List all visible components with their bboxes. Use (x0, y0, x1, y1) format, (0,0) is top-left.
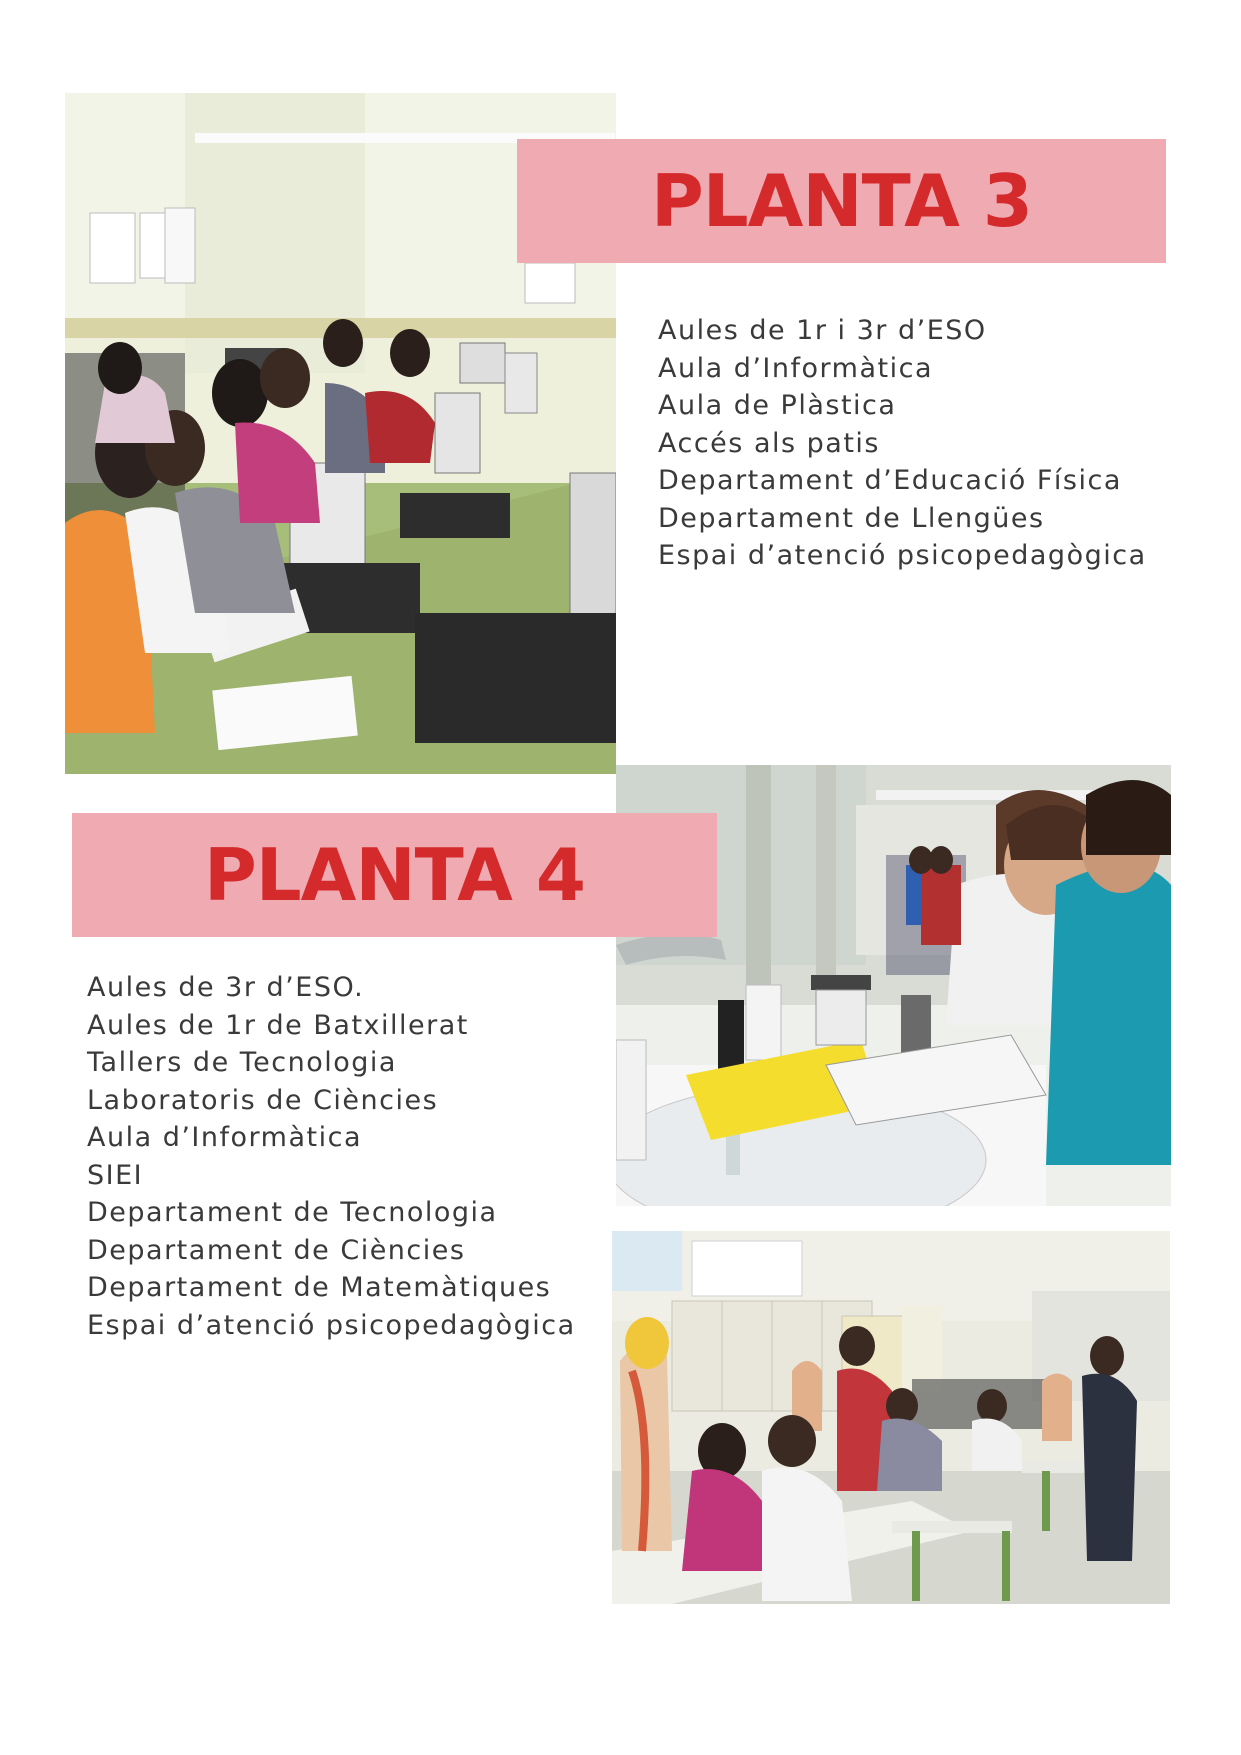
floor4-item: Laboratoris de Ciències (87, 1084, 439, 1116)
floor4-item: Departament de Tecnologia (87, 1197, 498, 1228)
floor4-item: SIEI (87, 1159, 144, 1191)
floor3-list (658, 312, 1147, 575)
science-lab-photo (612, 1231, 1170, 1604)
floor4-title: PLANTA 4 (203, 833, 586, 917)
floor4-item: Aula d’Informàtica (87, 1122, 362, 1153)
floor4-list (87, 969, 576, 1344)
floor3-item: Departament d’Educació Física (658, 465, 1122, 496)
floor3-item: Aula de Plàstica (658, 390, 897, 421)
floor4-item: Departament de Matemàtiques (87, 1272, 552, 1303)
floor4-item: Espai d’atenció psicopedagògica (87, 1309, 576, 1341)
floor3-item: Accés als patis (658, 427, 880, 459)
floor4-item: Aules de 1r de Batxillerat (87, 1009, 469, 1041)
floor3-item: Aules de 1r i 3r d’ESO (658, 315, 987, 346)
floor4-item: Aules de 3r d’ESO. (87, 972, 365, 1003)
floor3-item: Aula d’Informàtica (658, 352, 933, 384)
floor4-item: Departament de Ciències (87, 1234, 466, 1266)
floor3-item: Espai d’atenció psicopedagògica (658, 540, 1147, 571)
floor3-banner (517, 139, 1166, 263)
floor4-item: Tallers de Tecnologia (87, 1047, 397, 1078)
floor3-title: PLANTA 3 (650, 159, 1033, 243)
floor3-item: Departament de Llengües (658, 502, 1045, 534)
floor4-banner (72, 813, 717, 937)
